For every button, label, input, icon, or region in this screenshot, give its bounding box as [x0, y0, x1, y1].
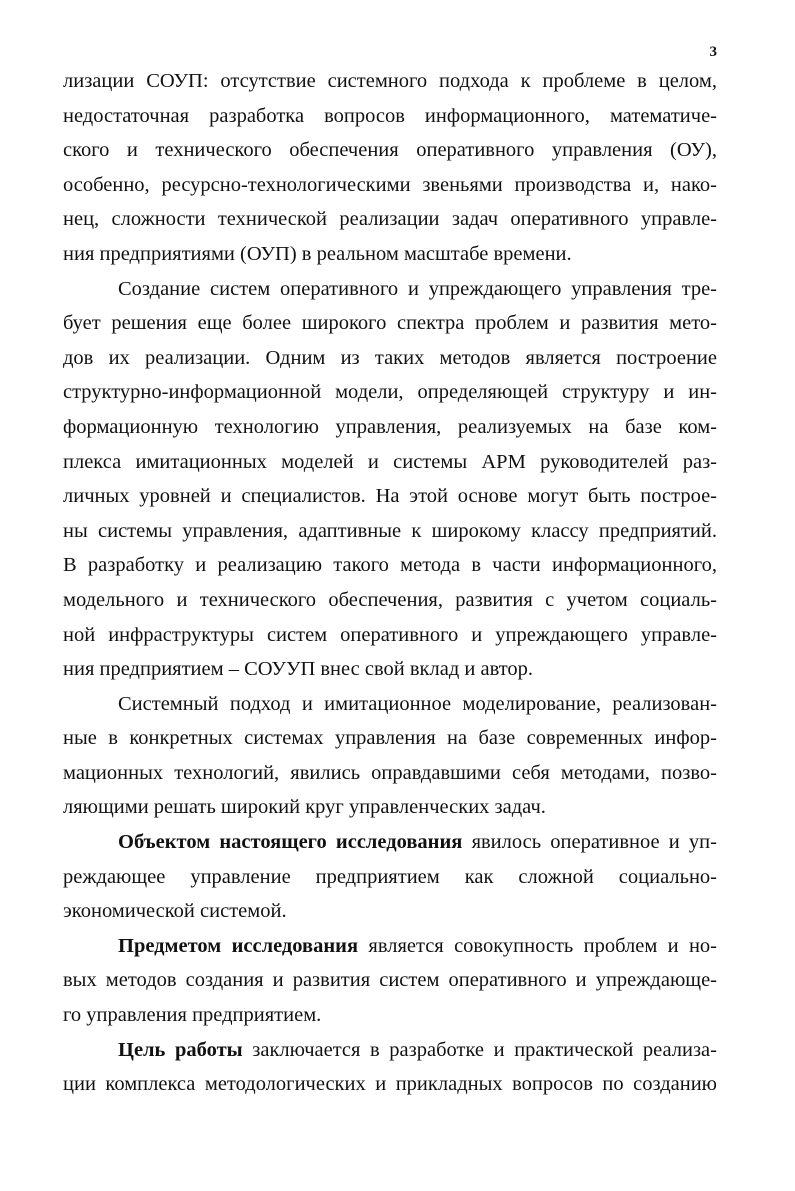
subject-heading: Предметом исследования — [118, 934, 359, 957]
text-line: структурно-информационной модели, определяющей структуру и ин- — [63, 381, 717, 404]
text-line — [63, 1033, 717, 1068]
text-line: плекса имитационных моделей и системы АРМ руководителей раз- — [63, 450, 717, 473]
text-line: ции комплекса методологических и прикладных вопросов по созданию — [63, 1073, 717, 1096]
text-line: ского и технического обеспечения оперативного управления (ОУ), — [63, 139, 717, 162]
text-line: экономической системой. — [63, 900, 287, 923]
paragraph-goal — [63, 1033, 717, 1102]
text-line: ные в конкретных системах управления на базе современных инфор- — [63, 727, 717, 750]
text-line: ной инфраструктуры систем оперативного и упреждающего управле- — [63, 623, 717, 646]
text-fragment: заключается в разработке и практической реализа- — [242, 1038, 717, 1061]
text-line: дов их реализации. Одним из таких методов является построение — [63, 346, 717, 369]
text-line: лизации СОУП: отсутствие системного подхода к проблеме в целом, — [63, 70, 717, 92]
paragraph-subject — [63, 929, 717, 1033]
text-line: формационную технологию управления, реализуемых на базе ком- — [63, 415, 717, 438]
text-line: ляющими решать широкий круг управленческих задач. — [63, 796, 546, 819]
paragraph-3 — [63, 687, 717, 825]
text-fragment: является совокупность проблем и но- — [358, 934, 717, 957]
text-line: ния предприятием – СОУУП внес свой вклад и автор. — [63, 658, 534, 681]
goal-heading: Цель работы — [118, 1038, 243, 1061]
text-line: бует решения еще более широкого спектра проблем и развития мето- — [63, 312, 717, 335]
text-line: мационных технологий, явились оправдавшими себя методами, позво- — [63, 761, 717, 784]
text-line: особенно, ресурсно-технологическими звеньями производства и, нако- — [63, 173, 717, 196]
text-line: В разработку и реализацию такого метода в части информационного, — [63, 554, 717, 577]
text-line: модельного и технического обеспечения, развития с учетом социаль- — [63, 588, 717, 611]
paragraph-2 — [63, 272, 717, 687]
text-line: ния предприятиями (ОУП) в реальном масштабе времени. — [63, 242, 572, 265]
text-line: вых методов создания и развития систем оперативного и упреждающе- — [63, 969, 717, 992]
text-line: личных уровней и специалистов. На этой основе могут быть построе- — [63, 485, 717, 508]
paragraph-1 — [63, 64, 717, 272]
object-heading: Объектом настоящего исследования — [118, 831, 463, 854]
text-line: Системный подход и имитационное моделирование, реализован- — [118, 692, 717, 715]
text-line: ны системы управления, адаптивные к широкому классу предприятий. — [63, 519, 717, 542]
text-line: Создание систем оперативного и упреждающего управления тре- — [118, 277, 717, 300]
paragraph-object — [63, 825, 717, 929]
text-line: нец, сложности технической реализации задач оперативного управле- — [63, 208, 717, 231]
text-fragment: явилось оперативное и уп- — [462, 831, 717, 854]
body-text — [63, 64, 717, 1102]
page-number: 3 — [709, 44, 717, 60]
text-line: го управления предприятием. — [63, 1004, 322, 1027]
text-line — [63, 825, 717, 860]
text-line: недостаточная разработка вопросов информационного, математиче- — [63, 104, 717, 127]
text-line: реждающее управление предприятием как сложной социально- — [63, 865, 717, 888]
text-line — [63, 929, 717, 964]
